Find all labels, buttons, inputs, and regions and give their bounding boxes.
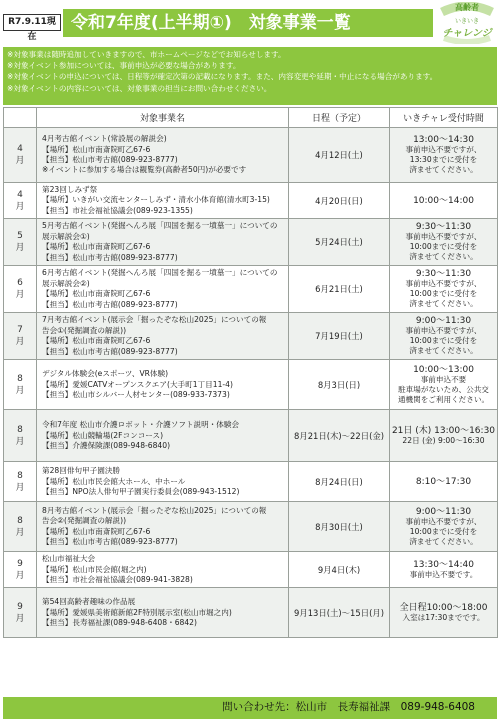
- event-detail-line: 【担当】松山市シルバー人材センター(089-933-7373): [42, 389, 230, 399]
- page-title: 令和7年度(上半期①) 対象事業一覧: [63, 9, 433, 37]
- accept-note: 通機関をご利用ください。: [397, 394, 490, 404]
- month-cell: [4, 219, 37, 266]
- table-row: [4, 588, 498, 638]
- month-text: 5: [17, 231, 23, 242]
- event-detail-line: 【担当】松山市考古館(089-923-8777): [42, 346, 178, 356]
- event-details-cell: [37, 128, 289, 183]
- month-text: 月: [15, 436, 25, 447]
- accept-note: 10:00までに受付を: [409, 526, 478, 536]
- table-row: [4, 552, 498, 588]
- event-details-cell: [37, 462, 289, 502]
- accept-time-cell: [390, 462, 498, 502]
- event-details-cell: [37, 360, 289, 410]
- month-text: 月: [15, 613, 25, 624]
- notice-line: ※対象イベントの内容については、対象事業の担当にお問い合わせください。: [7, 83, 272, 93]
- event-details-cell: [37, 410, 289, 462]
- accept-time-cell: [390, 313, 498, 360]
- month-column-header: [4, 108, 37, 128]
- month-cell: [4, 266, 37, 313]
- logo-top-text: 高齢者: [455, 3, 479, 12]
- event-detail-line: 告会②(発掘調査の解説)): [42, 516, 127, 526]
- month-cell: [4, 462, 37, 502]
- notice-box: [3, 47, 497, 105]
- event-title: 第23回しみず祭: [42, 185, 98, 194]
- event-detail-line: 【担当】介護保険課(089-948-6840): [42, 440, 171, 450]
- month-text: 月: [15, 290, 25, 301]
- event-title: 4月考古館イベント(常設展の解説会): [42, 134, 167, 144]
- accept-time-cell: [390, 588, 498, 638]
- month-text: 6: [17, 278, 23, 289]
- accept-time: 10:00～13:00: [413, 364, 474, 375]
- event-detail-line: 【担当】長寿福祉課(089-948-6408・6842): [42, 618, 197, 628]
- month-text: 月: [15, 482, 25, 493]
- month-text: 9: [17, 558, 23, 569]
- event-details-cell: [37, 502, 289, 552]
- table-header-row: [4, 108, 498, 128]
- logo-middle-text: いきいき: [454, 18, 479, 25]
- event-title: 令和7年度 松山市介護ロボット・介護ソフト説明・体験会: [42, 420, 240, 430]
- accept-time-cell: [390, 266, 498, 313]
- accept-time-cell: [390, 183, 498, 219]
- event-details-cell: [37, 183, 289, 219]
- event-title: 8月考古館イベント(展示会「掘ったぞな松山2025」についての報: [42, 505, 267, 515]
- month-text: 8: [17, 424, 23, 435]
- accept-note: 済ませてください。: [409, 346, 478, 356]
- event-title: 5月考古館イベント(発掘へんろ展「四国を掘る一墳墓一」についての: [42, 221, 278, 231]
- event-detail-line: 【担当】市社会福祉協議会(089-941-3828): [42, 575, 193, 585]
- event-detail-line: 【担当】市社会福祉協議会(089-923-1355): [42, 205, 193, 215]
- accept-time: 21日 (木) 13:00～16:30: [391, 425, 496, 436]
- month-text: 4: [17, 144, 23, 154]
- month-cell: [4, 552, 37, 588]
- month-text: 月: [15, 201, 25, 212]
- month-text: 4: [17, 189, 23, 200]
- event-detail-line: 【担当】松山市考古館(089-923-8777): [42, 299, 178, 309]
- accept-note: 済ませてください。: [409, 165, 478, 174]
- month-cell: [4, 183, 37, 219]
- accept-note: 22日 (金) 9:00～16:30: [402, 435, 485, 445]
- event-date-cell: 6月21日(土): [289, 266, 390, 313]
- accept-note: 事前申込不要ですが、: [405, 279, 482, 289]
- event-detail-line: 【担当】松山市考古館(089-923-8777): [42, 537, 178, 547]
- month-text: 8: [17, 373, 23, 384]
- accept-time: 13:30～14:40: [413, 559, 474, 570]
- event-detail-line: 【担当】松山市考古館(089-923-8777): [42, 252, 178, 262]
- accept-time-cell: [390, 219, 498, 266]
- page-header: [0, 0, 500, 46]
- event-detail-line: 告会①(発掘調査の解説)): [42, 325, 127, 335]
- month-text: 月: [15, 570, 25, 581]
- event-title: 松山市福祉大会: [42, 554, 96, 564]
- month-text: 9: [17, 601, 23, 612]
- ikiiki-challenge-logo: [438, 2, 496, 44]
- event-detail-line: 【場所】愛媛県美術館新館2F特別展示室(松山市堀之内): [42, 607, 232, 617]
- event-detail-line: 展示解説会②): [42, 278, 90, 288]
- month-text: 月: [15, 156, 25, 166]
- accept-note: 事前申込不要: [420, 374, 467, 384]
- accept-time: 全日程10:00～18:00: [399, 602, 488, 613]
- month-cell: [4, 410, 37, 462]
- accept-time: 9:30～11:30: [415, 222, 472, 233]
- event-title: 第28回俳句甲子園決勝: [42, 466, 121, 476]
- month-cell: [4, 588, 37, 638]
- event-detail-line: 【場所】松山市民会館大ホール、中ホール: [42, 476, 186, 486]
- event-date-cell: 8月21日(木)～22日(金): [289, 410, 390, 462]
- as-of-date-badge: R7.9.11現在: [3, 14, 61, 31]
- event-date-cell: 4月20日(日): [289, 183, 390, 219]
- table-row: [4, 266, 498, 313]
- month-cell: [4, 313, 37, 360]
- contact-footer: [3, 697, 497, 719]
- accept-note: 13:30までに受付を: [409, 155, 478, 164]
- event-detail-line: 【担当】松山市考古館(089-923-8777): [42, 155, 178, 164]
- accept-note: 済ませてください。: [409, 252, 478, 262]
- event-date-cell: 9月13日(土)～15日(月): [289, 588, 390, 638]
- accept-note: 駐車場がないため、公共交: [398, 384, 489, 394]
- table-row: [4, 462, 498, 502]
- event-date-cell: 7月19日(土): [289, 313, 390, 360]
- event-date-cell: 8月30日(土): [289, 502, 390, 552]
- month-text: 月: [15, 243, 25, 254]
- table-row: [4, 219, 498, 266]
- event-details-cell: [37, 219, 289, 266]
- event-detail-line: 【場所】松山市南斎院町乙67-6: [42, 144, 151, 154]
- event-name-column-header: 対象事業名: [37, 108, 289, 128]
- event-detail-line: 【場所】松山市南斎院町乙67-6: [42, 242, 151, 252]
- accept-time: 13:00～14:30: [413, 135, 474, 145]
- event-detail-line: 【場所】いきがい交流センターしみず・清水小体育館(清水町3-15): [42, 195, 270, 205]
- month-cell: [4, 128, 37, 183]
- month-cell: [4, 502, 37, 552]
- table-row: [4, 313, 498, 360]
- accept-time-cell: [390, 502, 498, 552]
- event-detail-line: 【場所】松山競輪場(2Fコンコース): [42, 430, 164, 440]
- event-title: 7月考古館イベント(展示会「掘ったぞな松山2025」についての報: [42, 315, 267, 325]
- event-title: 第54回高齢者趣味の作品展: [42, 597, 136, 607]
- event-detail-line: 【場所】松山市民会館(堀之内): [42, 564, 147, 574]
- event-details-cell: [37, 588, 289, 638]
- accept-time: 10:00～14:00: [413, 195, 474, 206]
- table-row: [4, 360, 498, 410]
- event-title: デジタル体験会(eスポーツ、VR体験): [42, 369, 169, 379]
- event-detail-line: 【担当】NPO法人俳句甲子園実行委員会(089-943-1512): [42, 486, 240, 496]
- date-column-header: 日程（予定）: [289, 108, 390, 128]
- event-detail-line: 【場所】愛媛CATVオープンスクエア(大手町1丁目11-4): [42, 379, 233, 389]
- event-detail-line: 展示解説会①): [42, 231, 90, 241]
- event-title: 6月考古館イベント(発掘へんろ展「四国を掘る一墳墓一」についての: [42, 268, 278, 278]
- accept-note: 事前申込不要ですが、: [405, 516, 482, 526]
- accept-time-cell: [390, 552, 498, 588]
- accept-note: 事前申込不要ですが、: [405, 145, 482, 154]
- event-date-cell: 5月24日(土): [289, 219, 390, 266]
- table-row: [4, 502, 498, 552]
- month-text: 8: [17, 515, 23, 526]
- month-text: 7: [17, 325, 23, 336]
- event-table: [3, 107, 498, 638]
- logo-bottom-text: チャレンジ: [442, 28, 492, 39]
- month-text: 月: [15, 527, 25, 538]
- accept-time: 8:10～17:30: [415, 476, 472, 487]
- event-detail-line: 【場所】松山市南斎院町乙67-6: [42, 289, 151, 299]
- accept-note: 10:00までに受付を: [409, 242, 478, 252]
- table-row: [4, 128, 498, 183]
- accept-time-cell: [390, 128, 498, 183]
- event-detail-line: 【場所】松山市南斎院町乙67-6: [42, 526, 151, 536]
- month-text: 8: [17, 470, 23, 481]
- month-cell: [4, 360, 37, 410]
- accept-time: 9:00～11:30: [415, 316, 472, 327]
- event-detail-line: ※イベントに参加する場合は観覧券(高齢者50円)が必要です: [42, 165, 247, 175]
- accept-note: 事前申込不要ですが、: [405, 326, 482, 336]
- event-details-cell: [37, 266, 289, 313]
- notice-line: ※対象イベント参加については、事前申込が必要な場合があります。: [7, 61, 241, 71]
- accept-note: 済ませてください。: [409, 299, 478, 309]
- month-text: 月: [15, 337, 25, 348]
- event-date-cell: 4月12日(土): [289, 128, 390, 183]
- accept-note: 済ませてください。: [409, 536, 478, 546]
- table-row: [4, 410, 498, 462]
- accept-note: 10:00までに受付を: [409, 336, 478, 346]
- accept-time: 9:30～11:30: [415, 269, 472, 280]
- accept-note: 入室は17:30までです。: [402, 612, 485, 622]
- event-details-cell: [37, 552, 289, 588]
- accept-note: 事前申込不要ですが、: [405, 232, 482, 242]
- contact-text: 問い合わせ先：松山市 長寿福祉課 089-948-6408: [222, 701, 475, 713]
- accept-time-column-header: いきチャレ受付時間: [390, 108, 498, 128]
- event-date-cell: 8月3日(日): [289, 360, 390, 410]
- event-details-cell: [37, 313, 289, 360]
- accept-note: 事前申込不要です。: [409, 569, 478, 579]
- accept-time: 9:00～11:30: [415, 506, 472, 517]
- event-table-body: [4, 128, 498, 638]
- accept-note: 10:00までに受付を: [409, 289, 478, 299]
- accept-time-cell: [390, 410, 498, 462]
- event-detail-line: 【場所】松山市南斎院町乙67-6: [42, 336, 151, 346]
- notice-line: ※対象事業は随時追加していきますので、市ホームページなどでお知らせします。: [7, 50, 286, 59]
- notice-line: ※対象イベントの申込については、日程等が確定次第の記載になります。また、内容変更や延期・中止になる場合があります。: [7, 72, 438, 82]
- accept-time-cell: [390, 360, 498, 410]
- month-text: 月: [15, 385, 25, 396]
- table-row: [4, 183, 498, 219]
- event-date-cell: 9月4日(木): [289, 552, 390, 588]
- event-date-cell: 8月24日(日): [289, 462, 390, 502]
